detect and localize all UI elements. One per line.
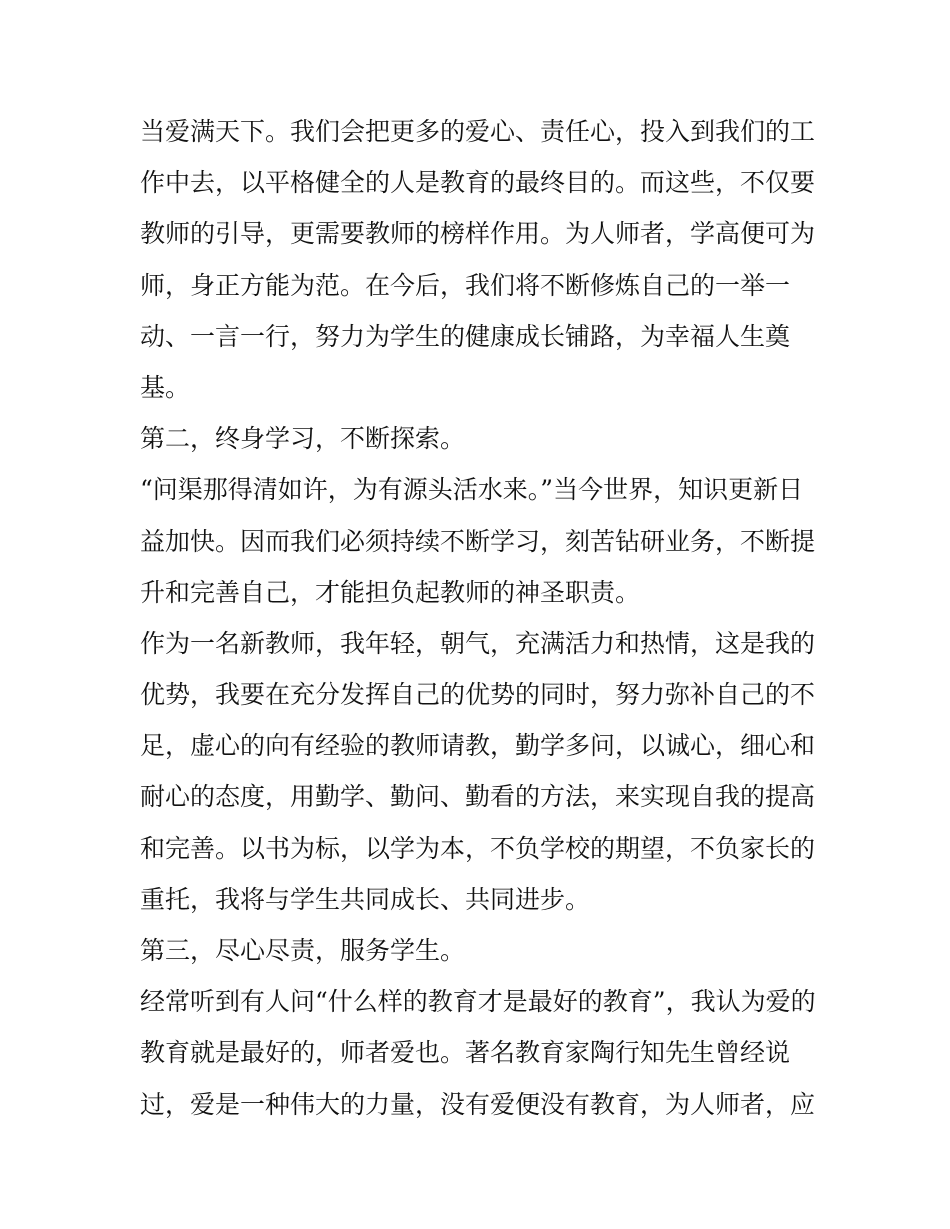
text-line: 耐心的态度，用勤学、勤问、勤看的方法，来实现自我的提高 (140, 782, 816, 812)
text-line: 基。 (140, 372, 191, 402)
text-line: 重托，我将与学生共同成长、共同进步。 (140, 884, 591, 914)
text-line: 和完善。以书为标，以学为本，不负学校的期望，不负家长的 (140, 833, 816, 863)
document-body (140, 106, 820, 1130)
section-heading: 第三，尽心尽责，服务学生。 (140, 936, 466, 965)
text-line: 经常听到有人问“什么样的教育才是最好的教育”，我认为爱的 (140, 987, 816, 1017)
text-line: 作中去，以平格健全的人是教育的最终目的。而这些，不仅要 (140, 168, 816, 198)
text-line: 动、一言一行，努力为学生的健康成长铺路，为幸福人生奠 (140, 321, 791, 351)
text-line: 教师的引导，更需要教师的榜样作用。为人师者，学高便可为 (140, 219, 816, 249)
text-line: 益加快。因而我们必须持续不断学习，刻苦钻研业务，不断提 (140, 526, 816, 556)
text-line: 升和完善自己，才能担负起教师的神圣职责。 (140, 577, 641, 607)
text-line: 教育就是最好的，师者爱也。著名教育家陶行知先生曾经说 (140, 1038, 791, 1068)
text-line: 足，虚心的向有经验的教师请教，勤学多问，以诚心，细心和 (140, 731, 816, 761)
text-line: “问渠那得清如许，为有源头活水来。”当今世界，知识更新日 (140, 475, 804, 505)
text-line: 作为一名新教师，我年轻，朝气，充满活力和热情，这是我的 (140, 628, 816, 658)
text-line: 师，身正方能为范。在今后，我们将不断修炼自己的一举一 (140, 270, 791, 300)
text-line: 当爱满天下。我们会把更多的爱心、责任心，投入到我们的工 (140, 117, 816, 146)
text-line: 过，爱是一种伟大的力量，没有爱便没有教育，为人师者，应 (140, 1089, 816, 1119)
text-line: 优势，我要在充分发挥自己的优势的同时，努力弥补自己的不 (140, 680, 816, 710)
section-heading: 第二，终身学习，不断探索。 (140, 424, 466, 454)
